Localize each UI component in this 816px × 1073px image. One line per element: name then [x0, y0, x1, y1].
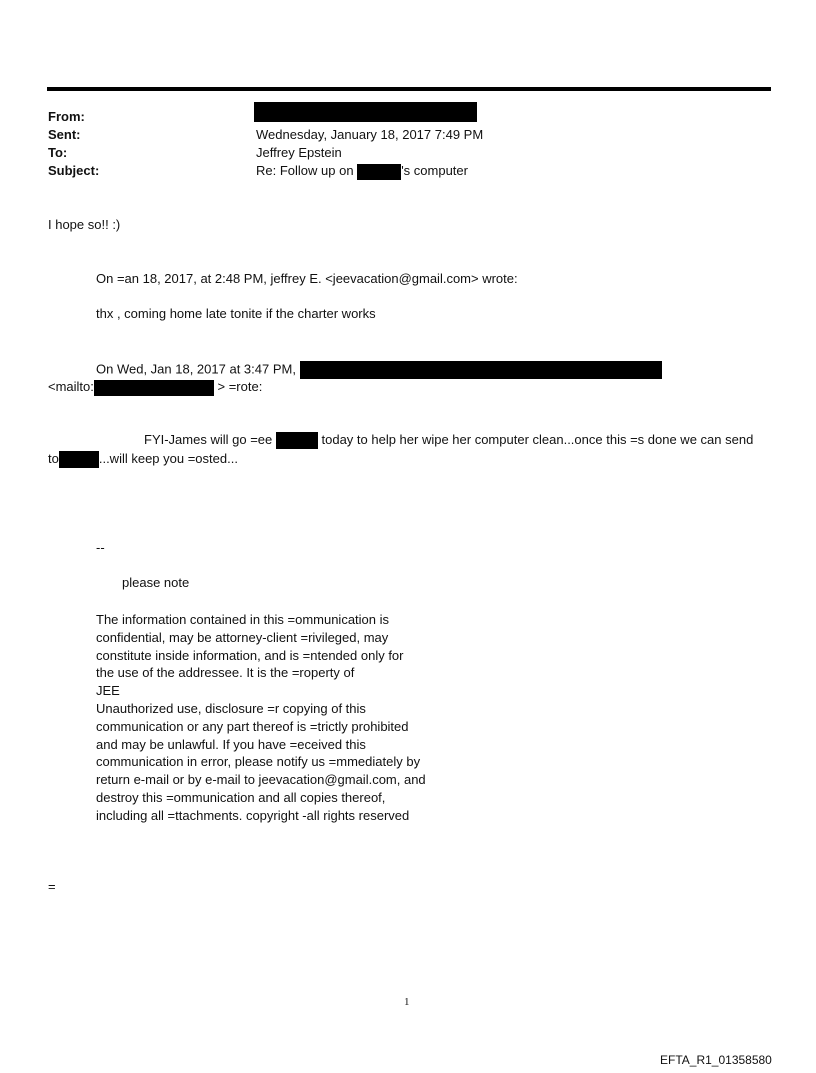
fyi-redaction-1	[276, 432, 318, 449]
subject-label: Subject:	[48, 163, 100, 178]
equals-sign: =	[48, 879, 56, 894]
quote2-header	[96, 361, 662, 379]
subject-redaction	[357, 164, 401, 180]
notice-line: the use of the addressee. It is the =roperty of	[96, 665, 355, 681]
reply-text: I hope so!! :)	[48, 217, 121, 232]
from-redaction	[254, 102, 477, 122]
mailto-redaction	[94, 380, 214, 396]
notice-line: destroy this =ommunication and all copies thereof,	[96, 789, 386, 805]
confidentiality-notice	[96, 611, 426, 825]
page-number: 1	[404, 996, 410, 1008]
subject-prefix: Re: Follow up on	[256, 163, 354, 178]
sent-label: Sent:	[48, 127, 81, 142]
mailto-line	[48, 379, 262, 396]
to-label: To:	[48, 145, 68, 160]
sent-value: Wednesday, January 18, 2017 7:49 PM	[256, 127, 484, 142]
notice-line: and may be unlawful. If you have =eceived this	[96, 736, 366, 752]
notice-line: including all =ttachments. copyright -all rights reserved	[96, 807, 410, 823]
fyi-line2-prefix: to	[48, 451, 59, 466]
quote1-header: On =an 18, 2017, at 2:48 PM, jeffrey E. <jeevacation@gmail.com> wrote:	[96, 271, 518, 286]
bates-number: EFTA_R1_01358580	[660, 1053, 772, 1067]
header-rule	[47, 87, 771, 91]
fyi-line2-suffix: ...will keep you =osted...	[98, 451, 238, 466]
notice-line: communication in error, please notify us =mmediately by	[96, 754, 421, 770]
notice-line: confidential, may be attorney-client =rivileged, may	[96, 629, 389, 645]
fyi-line-1	[144, 432, 753, 449]
quote2-header-text: On Wed, Jan 18, 2017 at 3:47 PM,	[96, 361, 296, 377]
notice-line: communication or any part thereof is =trictly prohibited	[96, 718, 409, 734]
mailto-suffix: > =rote:	[217, 379, 263, 394]
notice-line: Unauthorized use, disclosure =r copying of this	[96, 700, 366, 716]
notice-line: JEE	[96, 683, 120, 699]
notice-line: return e-mail or by e-mail to jeevacation@gmail.com, and	[96, 772, 426, 788]
quote1-text: thx , coming home late tonite if the charter works	[96, 306, 376, 321]
signature-dashes: --	[96, 540, 105, 555]
to-value: Jeffrey Epstein	[256, 145, 342, 160]
mailto-prefix: <mailto:	[48, 379, 94, 394]
fyi-line-2	[48, 451, 238, 468]
notice-line: constitute inside information, and is =ntended only for	[96, 647, 404, 663]
subject-suffix: 's computer	[401, 163, 468, 178]
notice-line: The information contained in this =ommunication is	[96, 612, 390, 627]
from-label: From:	[48, 109, 85, 124]
sender-redaction	[300, 361, 662, 379]
please-note: please note	[122, 575, 190, 590]
fyi-part1: FYI-James will go =ee	[144, 432, 273, 447]
fyi-part2: today to help her wipe her computer clean...once this =s done we can send	[321, 432, 754, 447]
subject-value	[256, 163, 468, 180]
fyi-redaction-2	[59, 451, 99, 468]
